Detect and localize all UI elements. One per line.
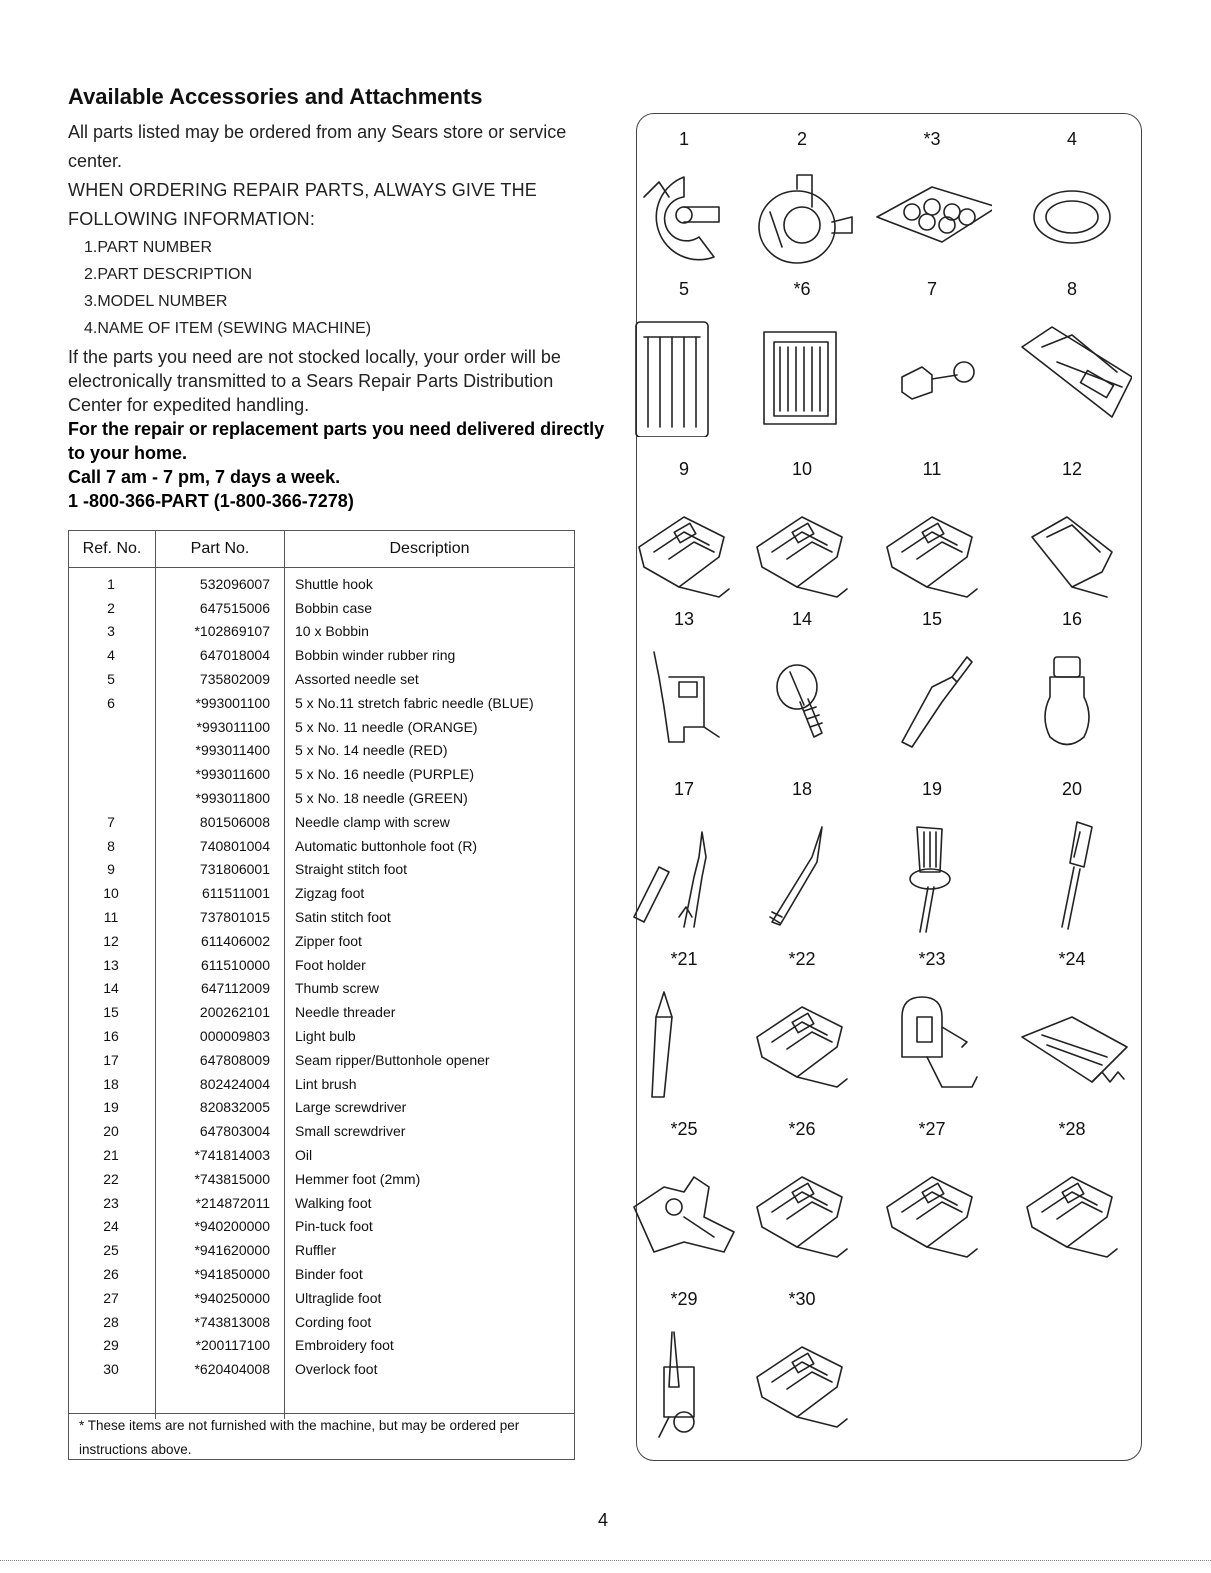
ordering-intro	[68, 118, 608, 342]
accessory-ref-label: *21	[670, 949, 698, 969]
part-no-cell: 647803004	[156, 1119, 285, 1143]
cording-foot-icon	[1012, 1157, 1132, 1277]
ref-no-cell: 23	[69, 1191, 156, 1215]
accessory-ref-label: 12	[1061, 459, 1083, 479]
delivery-text: If the parts you need are not stocked locally, your order will be electronically transmitted to a Sears Repair Parts Distribution Center for expedited handling.	[68, 347, 561, 415]
accessory-item	[624, 1119, 744, 1284]
ref-no-cell: 13	[69, 953, 156, 977]
ultraglide-foot-icon	[872, 1157, 992, 1277]
ref-no-cell: 8	[69, 834, 156, 858]
accessory-ref-label: 9	[678, 459, 689, 479]
ref-no-cell: 29	[69, 1334, 156, 1358]
description-cell: Automatic buttonhole foot (R)	[295, 837, 478, 854]
ref-no-cell: 20	[69, 1119, 156, 1143]
accessory-item	[1012, 779, 1132, 944]
part-no-cell: *214872011	[156, 1191, 285, 1215]
part-no-cell: 802424004	[156, 1072, 285, 1096]
accessory-ref-label: *3	[923, 129, 941, 149]
description-cell: Light bulb	[295, 1028, 356, 1045]
description-cell: 5 x No. 16 needle (PURPLE)	[295, 766, 474, 783]
accessory-ref-label: *24	[1058, 949, 1086, 969]
table-row	[69, 691, 574, 715]
part-no-cell: 532096007	[156, 572, 285, 596]
accessory-ref-label: *6	[793, 279, 811, 299]
table-row	[69, 1119, 574, 1143]
lint-brush-icon	[742, 817, 862, 937]
buttonhole-foot-icon	[1012, 317, 1132, 437]
table-row	[69, 620, 574, 644]
description-cell: Bobbin case	[295, 599, 373, 616]
description-cell: Walking foot	[295, 1194, 372, 1211]
description-cell: 5 x No. 14 needle (RED)	[295, 742, 448, 759]
accessory-ref-label: 8	[1066, 279, 1077, 299]
accessory-item	[1012, 949, 1132, 1114]
ref-no-cell	[69, 762, 156, 786]
phone-number: 1 -800-366-PART (1-800-366-7278)	[68, 491, 354, 511]
ref-no-cell: 24	[69, 1215, 156, 1239]
accessory-item	[872, 949, 992, 1114]
ref-no-cell: 26	[69, 1262, 156, 1286]
description-cell: Zipper foot	[295, 932, 362, 949]
table-row	[69, 881, 574, 905]
accessory-ref-label: *27	[918, 1119, 946, 1139]
ref-no-cell: 1	[69, 572, 156, 596]
ref-no-cell	[69, 786, 156, 810]
description-cell: Binder foot	[295, 1266, 363, 1282]
foot-holder-icon	[624, 647, 744, 767]
description-cell: Ultraglide foot	[295, 1289, 382, 1306]
description-cell: Shuttle hook	[295, 575, 373, 592]
parts-table	[68, 530, 575, 1460]
table-row	[69, 643, 574, 667]
accessory-item	[742, 129, 862, 294]
accessory-ref-label: *23	[918, 949, 946, 969]
table-row	[69, 762, 574, 786]
table-row	[69, 1072, 574, 1096]
satin-stitch-foot-icon	[872, 497, 992, 617]
accessory-ref-label: 10	[791, 459, 813, 479]
table-header-row	[69, 531, 574, 568]
accessory-item	[742, 949, 862, 1114]
accessory-ref-label: 7	[926, 279, 937, 299]
table-row	[69, 1096, 574, 1120]
bobbins-icon	[872, 167, 992, 287]
accessory-ref-label: *26	[788, 1119, 816, 1139]
shuttle-hook-icon	[624, 167, 744, 287]
description-cell: 5 x No. 18 needle (GREEN)	[295, 790, 468, 807]
accessory-ref-label: 18	[791, 779, 813, 799]
part-no-cell: 647808009	[156, 1048, 285, 1072]
table-row	[69, 1286, 574, 1310]
part-no-cell: 737801015	[156, 905, 285, 929]
table-row	[69, 1000, 574, 1024]
description-cell: Bobbin winder rubber ring	[295, 647, 456, 664]
ref-no-cell: 2	[69, 596, 156, 620]
part-no-cell: *993011100	[156, 715, 285, 739]
accessory-item	[872, 609, 992, 774]
table-row	[69, 977, 574, 1001]
accessory-item	[624, 609, 744, 774]
part-no-cell: 000009803	[156, 1024, 285, 1048]
description-cell: Large screwdriver	[295, 1099, 407, 1116]
oil-icon	[624, 987, 744, 1107]
accessory-item	[1012, 129, 1132, 294]
table-row	[69, 834, 574, 858]
call-hours: Call 7 am - 7 pm, 7 days a week.	[68, 467, 341, 487]
table-row	[69, 715, 574, 739]
description-cell: Embroidery foot	[295, 1337, 394, 1354]
ref-no-cell: 15	[69, 1000, 156, 1024]
pin-tuck-foot-icon	[1012, 987, 1132, 1107]
thumb-screw-icon	[742, 647, 862, 767]
required-info-list	[68, 234, 608, 342]
part-no-cell: 735802009	[156, 667, 285, 691]
table-row	[69, 739, 574, 763]
ref-no-cell: 11	[69, 905, 156, 929]
accessory-ref-label: 1	[678, 129, 689, 149]
part-no-cell: *743815000	[156, 1167, 285, 1191]
description-cell: 5 x No. 11 needle (ORANGE)	[295, 718, 478, 735]
accessory-ref-label: 17	[673, 779, 695, 799]
ref-no-cell: 14	[69, 977, 156, 1001]
accessory-ref-label: 16	[1061, 609, 1083, 629]
ref-no-cell: 9	[69, 858, 156, 882]
accessory-ref-label: 19	[921, 779, 943, 799]
part-no-cell: 820832005	[156, 1096, 285, 1120]
ref-no-cell: 19	[69, 1096, 156, 1120]
needle-set-icon	[624, 317, 744, 437]
description-cell: Thumb screw	[295, 980, 380, 997]
description-cell: Hemmer foot (2mm)	[295, 1170, 421, 1187]
ref-no-cell: 21	[69, 1143, 156, 1167]
ref-no-cell: 10	[69, 881, 156, 905]
part-no-cell: *940200000	[156, 1215, 285, 1239]
accessory-item	[872, 129, 992, 294]
part-no-cell: *993011400	[156, 739, 285, 763]
accessory-ref-label: 5	[678, 279, 689, 299]
description-cell: Overlock foot	[295, 1361, 378, 1378]
part-no-cell: 611406002	[156, 929, 285, 953]
intro-line-1: All parts listed may be ordered from any Sears store or service center.	[68, 122, 567, 171]
ref-no-cell	[69, 739, 156, 763]
header-part-no: Part No.	[156, 531, 285, 568]
accessory-item	[624, 129, 744, 294]
accessory-item	[1012, 459, 1132, 624]
ref-no-cell: 16	[69, 1024, 156, 1048]
accessory-item	[742, 279, 862, 444]
description-cell: Lint brush	[295, 1075, 357, 1092]
walking-foot-icon	[872, 987, 992, 1107]
large-screwdriver-icon	[872, 817, 992, 937]
table-row	[69, 1310, 574, 1334]
description-cell: Needle clamp with screw	[295, 813, 450, 830]
accessory-item	[872, 459, 992, 624]
info-item: 1.PART NUMBER	[84, 239, 213, 256]
accessory-ref-label: *30	[788, 1289, 816, 1309]
info-item: 3.MODEL NUMBER	[84, 293, 228, 310]
ref-no-cell: 28	[69, 1310, 156, 1334]
zigzag-foot-icon	[742, 497, 862, 617]
description-cell: Oil	[295, 1147, 313, 1164]
table-row	[69, 596, 574, 620]
description-cell: Pin-tuck foot	[295, 1218, 373, 1235]
table-row	[69, 1143, 574, 1167]
accessory-item	[624, 279, 744, 444]
rubber-ring-icon	[1012, 167, 1132, 287]
table-row	[69, 905, 574, 929]
table-row	[69, 1024, 574, 1048]
accessory-item	[1012, 1119, 1132, 1284]
info-item: 2.PART DESCRIPTION	[84, 266, 253, 283]
needle-pack-icon	[742, 317, 862, 437]
accessory-ref-label: *25	[670, 1119, 698, 1139]
small-screwdriver-icon	[1012, 817, 1132, 937]
description-cell: Satin stitch foot	[295, 909, 391, 926]
overlock-foot-icon	[742, 1327, 862, 1447]
accessory-item	[1012, 279, 1132, 444]
description-cell: Cording foot	[295, 1313, 372, 1330]
accessory-item	[1012, 609, 1132, 774]
accessory-item	[624, 949, 744, 1114]
binder-foot-icon	[742, 1157, 862, 1277]
page-title: Available Accessories and Attachments	[68, 84, 483, 109]
zipper-foot-icon	[1012, 497, 1132, 617]
part-no-cell: *941850000	[156, 1262, 285, 1286]
ref-no-cell: 4	[69, 643, 156, 667]
table-body	[69, 568, 574, 1420]
description-cell: Ruffler	[295, 1242, 336, 1259]
description-cell: Seam ripper/Buttonhole opener	[295, 1051, 490, 1068]
description-cell: Needle threader	[295, 1004, 396, 1021]
accessory-item	[872, 279, 992, 444]
description-cell: Foot holder	[295, 956, 366, 973]
part-no-cell: 731806001	[156, 858, 285, 882]
parts-table-grid	[69, 531, 574, 1419]
part-no-cell: 647112009	[156, 977, 285, 1001]
delivery-bold-1: For the repair or replacement parts you need delivered directly to your home.	[68, 419, 605, 463]
part-no-cell: *993001100	[156, 691, 285, 715]
straight-stitch-foot-icon	[624, 497, 744, 617]
needle-threader-icon	[872, 647, 992, 767]
accessory-ref-label: 4	[1066, 129, 1077, 149]
table-row	[69, 1238, 574, 1262]
accessory-item	[624, 459, 744, 624]
embroidery-foot-icon	[624, 1327, 744, 1447]
accessory-ref-label: 2	[796, 129, 807, 149]
ref-no-cell: 17	[69, 1048, 156, 1072]
table-row	[69, 786, 574, 810]
ref-no-cell: 22	[69, 1167, 156, 1191]
part-no-cell: *743813008	[156, 1310, 285, 1334]
accessory-item	[872, 779, 992, 944]
accessory-item	[742, 1119, 862, 1284]
page-bottom-edge	[0, 1560, 1211, 1561]
accessory-item	[742, 1289, 862, 1454]
ref-no-cell: 30	[69, 1357, 156, 1381]
accessory-ref-label: 15	[921, 609, 943, 629]
table-row	[69, 1167, 574, 1191]
part-no-cell: *102869107	[156, 620, 285, 644]
table-row	[69, 929, 574, 953]
bobbin-case-icon	[742, 167, 862, 287]
illustrations-panel	[636, 113, 1142, 1461]
part-no-cell: 647018004	[156, 643, 285, 667]
part-no-cell: 801506008	[156, 810, 285, 834]
accessory-ref-label: *22	[788, 949, 816, 969]
part-no-cell: 611511001	[156, 881, 285, 905]
accessory-item	[872, 1119, 992, 1284]
part-no-cell: *940250000	[156, 1286, 285, 1310]
part-no-cell: 611510000	[156, 953, 285, 977]
ref-no-cell: 5	[69, 667, 156, 691]
description-cell: 5 x No.11 stretch fabric needle (BLUE)	[295, 694, 534, 711]
accessory-ref-label: 11	[922, 459, 942, 479]
part-no-cell: *620404008	[156, 1357, 285, 1381]
table-row	[69, 1334, 574, 1358]
description-cell: Assorted needle set	[295, 671, 419, 688]
table-footnote: * These items are not furnished with the machine, but may be ordered per instructions above.	[69, 1413, 574, 1462]
header-ref-no: Ref. No.	[69, 531, 156, 568]
ruffler-icon	[624, 1157, 744, 1277]
delivery-note	[68, 345, 608, 513]
needle-clamp-icon	[872, 317, 992, 437]
table-row	[69, 953, 574, 977]
table-row	[69, 1048, 574, 1072]
header-description: Description	[285, 531, 575, 568]
accessory-item	[742, 779, 862, 944]
info-item: 4.NAME OF ITEM (SEWING MACHINE)	[84, 320, 372, 337]
table-row	[69, 858, 574, 882]
part-no-cell: 647515006	[156, 596, 285, 620]
table-row	[69, 1262, 574, 1286]
accessory-ref-label: *29	[670, 1289, 698, 1309]
accessory-item	[742, 609, 862, 774]
table-row	[69, 810, 574, 834]
light-bulb-icon	[1012, 647, 1132, 767]
hemmer-foot-icon	[742, 987, 862, 1107]
ref-no-cell: 7	[69, 810, 156, 834]
ref-no-cell: 18	[69, 1072, 156, 1096]
ref-no-cell: 12	[69, 929, 156, 953]
part-no-cell: *993011600	[156, 762, 285, 786]
table-row	[69, 667, 574, 691]
accessory-item	[742, 459, 862, 624]
accessory-item	[624, 779, 744, 944]
ref-no-cell: 6	[69, 691, 156, 715]
description-cell: Straight stitch foot	[295, 861, 408, 878]
ref-no-cell	[69, 715, 156, 739]
ref-no-cell: 27	[69, 1286, 156, 1310]
ref-no-cell: 3	[69, 620, 156, 644]
part-no-cell: *941620000	[156, 1238, 285, 1262]
accessory-ref-label: 14	[791, 609, 813, 629]
ref-no-cell: 25	[69, 1238, 156, 1262]
intro-line-2: WHEN ORDERING REPAIR PARTS, ALWAYS GIVE THE FOLLOWING INFORMATION:	[68, 180, 538, 229]
description-cell: Zigzag foot	[295, 885, 365, 902]
accessory-ref-label: 20	[1061, 779, 1083, 799]
description-cell: 10 x Bobbin	[295, 623, 369, 640]
part-no-cell: *200117100	[156, 1334, 285, 1358]
table-row	[69, 1215, 574, 1239]
part-no-cell: *741814003	[156, 1143, 285, 1167]
table-row	[69, 1191, 574, 1215]
description-cell: Small screwdriver	[295, 1123, 406, 1140]
table-row	[69, 1357, 574, 1381]
accessory-ref-label: *28	[1058, 1119, 1086, 1139]
table-row	[69, 572, 574, 596]
seam-ripper-icon	[624, 817, 744, 937]
accessory-item	[624, 1289, 744, 1454]
page-number: 4	[598, 1510, 609, 1530]
accessory-ref-label: 13	[673, 609, 695, 629]
part-no-cell: 200262101	[156, 1000, 285, 1024]
part-no-cell: *993011800	[156, 786, 285, 810]
part-no-cell: 740801004	[156, 834, 285, 858]
